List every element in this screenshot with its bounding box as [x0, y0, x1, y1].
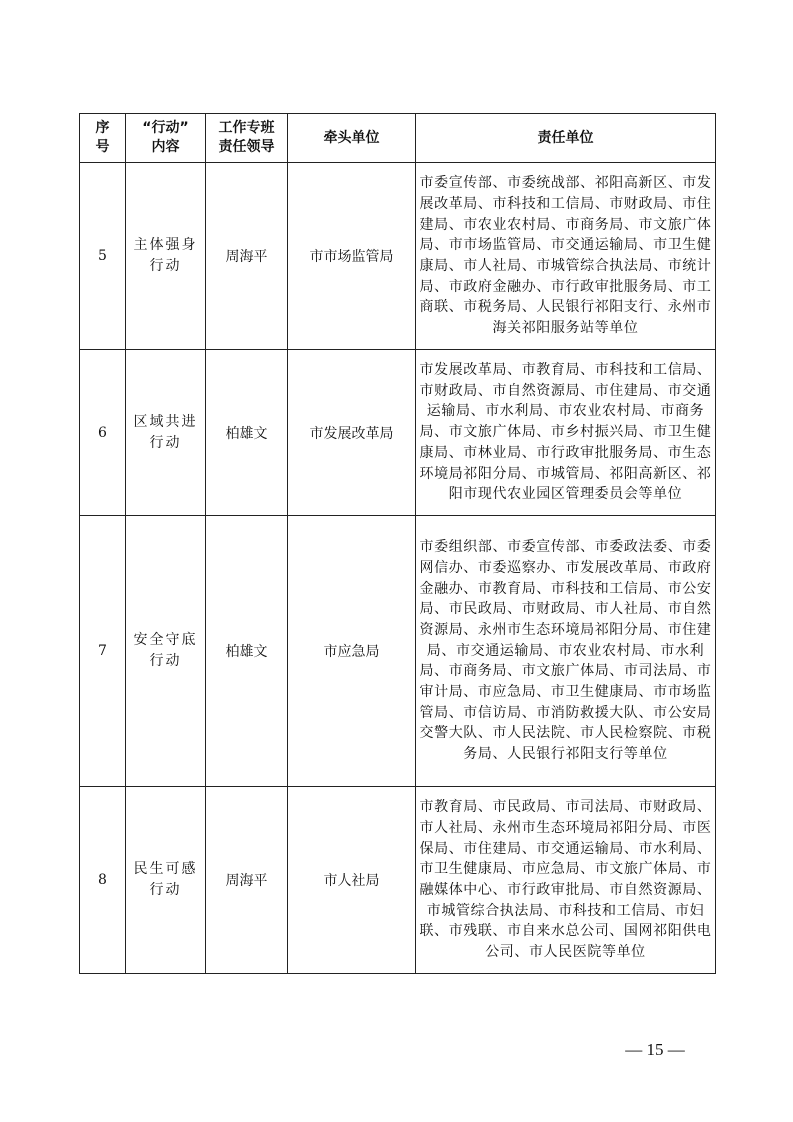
row-leader: 周海平 — [206, 787, 288, 974]
row-lead-unit: 市发展改革局 — [288, 350, 416, 516]
row-action: 主体强身 行动 — [126, 163, 206, 350]
table-row — [80, 516, 716, 787]
row-number: 6 — [80, 350, 126, 516]
row-responsible-units: 市教育局、市民政局、市司法局、市财政局、市人社局、永州市生态环境局祁阳分局、市医保局、市住建局、市交通运输局、市水利局、市卫生健康局、市应急局、市文旅广体局、市融媒体中心、市行政审批局、市自然资源局、市城管综合执法局、市科技和工信局、市妇联、市残联、市自来水总公司、国网祁阳供电公司、市人民医院等单位 — [416, 787, 716, 974]
responsibility-table — [79, 113, 716, 974]
row-action: 区域共进 行动 — [126, 350, 206, 516]
row-number: 8 — [80, 787, 126, 974]
row-action: 安全守底 行动 — [126, 516, 206, 787]
header-action: “行动” 内容 — [126, 114, 206, 163]
header-resp-unit: 责任单位 — [416, 114, 716, 163]
row-number: 7 — [80, 516, 126, 787]
row-responsible-units: 市发展改革局、市教育局、市科技和工信局、市财政局、市自然资源局、市住建局、市交通运输局、市水利局、市农业农村局、市商务局、市文旅广体局、市乡村振兴局、市卫生健康局、市林业局、市行政审批服务局、市生态环境局祁阳分局、市城管局、祁阳高新区、祁阳市现代农业园区管理委员会等单位 — [416, 350, 716, 516]
row-responsible-units: 市委组织部、市委宣传部、市委政法委、市委网信办、市委巡察办、市发展改革局、市政府金融办、市教育局、市科技和工信局、市公安局、市民政局、市财政局、市人社局、市自然资源局、永州市生态环境局祁阳分局、市住建局、市交通运输局、市农业农村局、市水利局、市商务局、市文旅广体局、市司法局、市审计局、市应急局、市卫生健康局、市市场监管局、市信访局、市消防救援大队、市公安局交警大队、市人民法院、市人民检察院、市税务局、人民银行祁阳支行等单位 — [416, 516, 716, 787]
header-lead-unit: 牵头单位 — [288, 114, 416, 163]
header-seq: 序 号 — [80, 114, 126, 163]
row-leader: 柏雄文 — [206, 516, 288, 787]
table-row — [80, 787, 716, 974]
row-lead-unit: 市市场监管局 — [288, 163, 416, 350]
table-row — [80, 350, 716, 516]
row-leader: 柏雄文 — [206, 350, 288, 516]
page-number: — 15 — — [625, 1040, 685, 1059]
header-leader: 工作专班 责任领导 — [206, 114, 288, 163]
row-lead-unit: 市应急局 — [288, 516, 416, 787]
table-header-row — [80, 114, 716, 163]
row-lead-unit: 市人社局 — [288, 787, 416, 974]
row-responsible-units: 市委宣传部、市委统战部、祁阳高新区、市发展改革局、市科技和工信局、市财政局、市住建局、市农业农村局、市商务局、市文旅广体局、市市场监管局、市交通运输局、市卫生健康局、市人社局、市城管综合执法局、市统计局、市政府金融办、市行政审批服务局、市工商联、市税务局、人民银行祁阳支行、永州市海关祁阳服务站等单位 — [416, 163, 716, 350]
table-row — [80, 163, 716, 350]
row-action: 民生可感 行动 — [126, 787, 206, 974]
row-number: 5 — [80, 163, 126, 350]
row-leader: 周海平 — [206, 163, 288, 350]
